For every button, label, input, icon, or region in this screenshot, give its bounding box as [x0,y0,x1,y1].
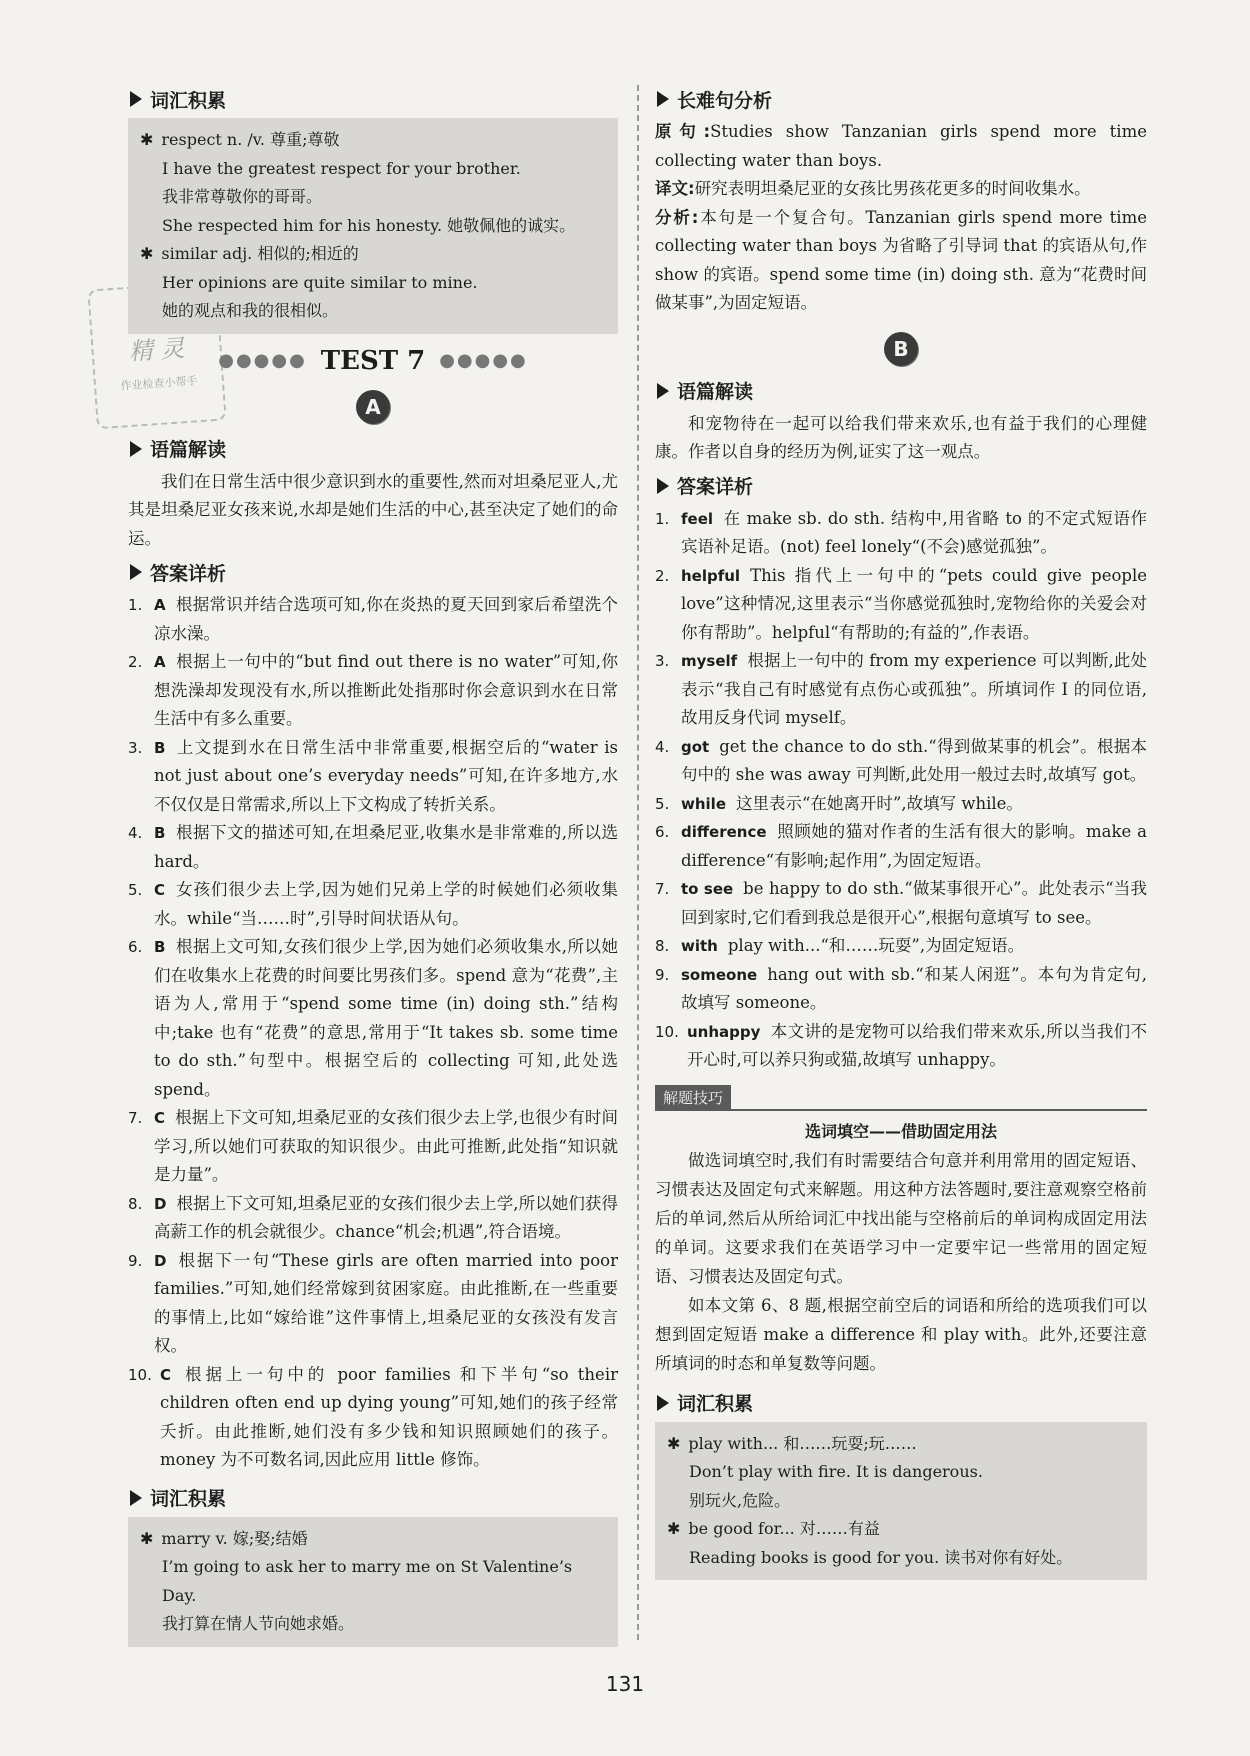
tip-section [655,1075,1147,1378]
tip-paragraph: 做选词填空时,我们有时需要结合句意并利用常用的固定短语、习惯表达及固定句式来解题。用这种方法答题时,要注意观察空格前后的单词,然后从所给词汇中找出能与空格前后的单词构成固定用法的单词。这要求我们在英语学习中一定要牢记一些常用的固定短语、习惯表达及固定句式。 [655,1150,1147,1286]
answer-item [655,733,1147,790]
vocab-entry [140,1525,608,1554]
answer-key: myself [681,652,738,670]
vocab-example: Her opinions are quite similar to mine. [162,272,478,292]
asterisk-icon: ✱ [667,1519,681,1538]
vocab-entry [667,1515,1137,1544]
answer-body [681,818,1147,875]
analysis: 分析:本句是一个复合句。Tanzanian girls spend more time collecting water than boys 为省略了引导词 that 的宾语从句,作 show 的宾语。spend some time (in) doing sth. 意为“花费时间做某事”,为固定短语。 [655,207,1147,312]
answer-explanation: 这里表示“在她离开时”,故填写 while。 [736,793,1023,813]
reading-heading: 语篇解读 [655,374,1147,408]
answer-key: C [154,881,166,899]
tip-tag: 解题技巧 [655,1085,731,1110]
answer-key: A [154,653,166,671]
answer-key: B [154,738,166,757]
answer-key: difference [681,823,767,841]
vocab-example: 别玩火,危险。 [689,1490,791,1510]
answer-item [655,932,1147,961]
asterisk-icon: ✱ [140,244,154,263]
answer-number: 10. [128,1365,152,1384]
answer-body [681,961,1147,1018]
vocab-example: 我非常尊敬你的哥哥。 [162,187,323,206]
answer-number: 2. [128,653,143,671]
answer-number: 2. [655,566,670,585]
answer-explanation: 本文讲的是宠物可以给我们带来欢乐,所以当我们不开心时,可以养只狗或猫,故填写 unhappy。 [687,1021,1147,1069]
answer-key: unhappy [687,1022,761,1041]
answer-explanation: 根据上下文可知,坦桑尼亚的女孩们很少去上学,也很少有时间学习,所以她们可获取的知识很少。由此可推断,此处指“知识就是力量”。 [154,1108,618,1184]
answer-body [154,933,618,1104]
dots-decoration: ●●●●● [439,350,528,371]
test-title: ●●●●● TEST 7 ●●●●● [218,345,528,376]
column-divider [637,85,639,1640]
vocab-example: 我打算在情人节向她求婚。 [162,1614,355,1633]
answer-explanation: hang out with sb.“和某人闲逛”。本句为肯定句,故填写 someone。 [681,964,1147,1012]
triangle-icon [657,478,669,494]
answer-number: 9. [128,1251,143,1270]
answer-body [154,1104,618,1190]
answer-item [655,790,1147,819]
triangle-icon [657,91,669,107]
reading-summary: 我们在日常生活中很少意识到水的重要性,然而对坦桑尼亚人,尤其是坦桑尼亚女孩来说,水却是她们生活的中心,甚至决定了她们的命运。 [128,471,618,548]
answer-explanation: get the chance to do sth.“得到做某事的机会”。根据本句中的 she was away 可判断,此处用一般过去时,故填写 got。 [681,736,1147,784]
answer-number: 6. [128,938,143,956]
vocab-heading: 词汇积累 [655,1386,1147,1420]
answer-key: with [681,937,718,955]
answer-body [681,505,1147,562]
vocab-heading: 词汇积累 [128,1481,618,1515]
answer-item [655,875,1147,932]
answer-number: 4. [128,824,143,842]
answer-body [681,790,1147,819]
answer-item [655,562,1147,648]
answer-body [154,876,618,933]
answer-explanation: 根据上一句中的“but find out there is no water”可知,你想洗澡却发现没有水,所以推断此处指那时你会意识到水在日常生活中有多么重要。 [154,652,618,728]
vocab-example: 她的观点和我的很相似。 [162,301,339,320]
answer-body [681,647,1147,733]
answer-explanation: This 指代上一句中的“pets could give people love”这种情况,这里表示“当你感觉孤独时,宠物给你的关爱会对你有帮助”。helpful“有帮助的;有益的”,作表语。 [681,565,1147,642]
vocab-heading: 词汇积累 [128,82,618,116]
answer-item [128,933,618,1104]
watermark-stamp: 精 灵 作业检查小帮手 [87,281,226,430]
answer-item [655,647,1147,733]
answers-heading: 答案详析 [655,469,1147,503]
answer-body [154,591,618,648]
triangle-icon [657,1395,669,1411]
answer-number: 1. [128,596,143,614]
answer-item [128,1104,618,1190]
dots-decoration: ●●●●● [218,350,307,371]
answer-explanation: 照顾她的猫对作者的生活有很大的影响。make a difference“有影响;起作用”,为固定短语。 [681,822,1147,870]
triangle-icon [130,441,142,457]
answer-key: D [154,1194,167,1213]
answer-number: 3. [655,652,670,670]
vocab-word: be good for... 对……有益 [688,1519,880,1538]
answer-number: 7. [128,1109,143,1127]
vocab-word: respect n. /v. 尊重;尊敬 [161,130,340,149]
answer-item [128,591,618,648]
answer-body [154,734,618,820]
answer-explanation: 根据上一句中的 from my experience 可以判断,此处表示“我自己有时感觉有点伤心或孤独”。所填词作 I 的同位语,故用反身代词 myself。 [681,651,1147,727]
answer-number: 1. [655,509,670,528]
answer-item [128,648,618,734]
answer-body [154,1247,618,1361]
vocab-example: She respected him for his honesty. 她敬佩他的诚实。 [162,215,576,235]
vocab-example: Reading books is good for you. 读书对你有好处。 [689,1547,1073,1567]
answer-item [128,734,618,820]
answer-explanation: 根据下一句“These girls are often married into poor families.”可知,她们经常嫁到贫困家庭。由此推断,在一些重要的事情上,比如“嫁给谁”这件事情上,坦桑尼亚的女孩没有发言权。 [154,1250,618,1355]
section-badge-b: B [884,332,918,366]
asterisk-icon: ✱ [667,1433,681,1453]
triangle-icon [130,1490,142,1506]
answer-explanation: 根据上一句中的 poor families 和下半句“so their children often end up dying young”可知,她们的孩子经常夭折。由此推断,她们没有多少钱和知识照顾她们的孩子。money 为不可数名词,因此应用 little 修饰。 [160,1364,618,1469]
answer-explanation: 在 make sb. do sth. 结构中,用省略 to 的不定式短语作宾语补足语。(not) feel lonely“(不会)感觉孤独”。 [681,508,1147,556]
answer-number: 3. [128,738,143,757]
answer-key: C [154,1109,166,1127]
answer-number: 5. [655,794,670,813]
answer-body [681,875,1147,932]
answer-explanation: 根据上下文可知,坦桑尼亚的女孩们很少去上学,所以她们获得高薪工作的机会就很少。chance“机会;机遇”,符合语境。 [154,1193,618,1241]
triangle-icon [657,383,669,399]
left-column [128,80,618,1647]
reading-heading: 语篇解读 [128,432,618,466]
answer-number: 7. [655,880,670,898]
triangle-icon [130,91,142,107]
answer-item [128,1190,618,1247]
answer-item [655,818,1147,875]
tip-title: 选词填空——借助固定用法 [804,1121,997,1141]
answer-item [655,961,1147,1018]
answer-key: D [154,1251,167,1270]
triangle-icon [130,564,142,580]
answer-key: A [154,596,166,614]
answer-explanation: 根据上文可知,女孩们很少上学,因为她们必须收集水,所以她们在收集水上花费的时间要比男孩们多。spend 意为“花费”,主语为人,常用于“spend some time (in) doing sth.”结构中;take 也有“花费”的意思,常用于“It takes sb. some time to do sth.”句型中。根据空后的 collecting 可知,此处选 spend。 [154,937,618,1099]
page-number: 131 [605,1672,645,1696]
answer-item [128,1361,618,1475]
answer-key: B [154,938,166,956]
answer-key: B [154,824,166,842]
vocab-example: I’m going to ask her to marry me on St Valentine’s Day. [162,1557,573,1605]
section-badge-a: A [356,390,390,424]
answer-body [681,733,1147,790]
vocab-example: Don’t play with fire. It is dangerous. [689,1462,983,1481]
answer-explanation: 根据下文的描述可知,在坦桑尼亚,收集水是非常难的,所以选 hard。 [154,823,618,871]
answer-list [655,505,1147,1075]
answer-key: someone [681,965,758,984]
answer-explanation: 根据常识并结合选项可知,你在炎热的夏天回到家后希望洗个凉水澡。 [154,595,618,643]
vocab-example: I have the greatest respect for your brother. [162,158,521,178]
vocab-box [128,1517,618,1647]
answer-item [128,1247,618,1361]
right-column [655,80,1147,1580]
answer-number: 4. [655,737,670,756]
asterisk-icon: ✱ [140,1528,154,1548]
answer-number: 8. [128,1194,143,1213]
answer-explanation: 女孩们很少去上学,因为她们兄弟上学的时候她们必须收集水。while“当……时”,引导时间状语从句。 [154,880,618,928]
answer-body [154,819,618,876]
vocab-entry [667,1430,1137,1459]
answer-key: got [681,737,710,756]
answer-item [655,505,1147,562]
answer-body [154,648,618,734]
original-sentence: 原句:Studies show Tanzanian girls spend more time collecting water than boys. [655,122,1147,170]
answers-heading: 答案详析 [128,555,618,589]
answer-number: 5. [128,881,143,899]
answer-number: 8. [655,937,670,955]
long-sentence-heading: 长难句分析 [655,82,1147,116]
vocab-word: similar adj. 相似的;相近的 [161,244,359,263]
answer-explanation: play with...“和……玩耍”,为固定短语。 [727,936,1025,955]
answer-number: 6. [655,823,670,841]
answer-body [681,562,1147,648]
vocab-entry [140,126,608,155]
answer-item [655,1018,1147,1075]
reading-summary: 和宠物待在一起可以给我们带来欢乐,也有益于我们的心理健康。作者以自身的经历为例,证实了这一观点。 [655,413,1147,461]
vocab-word: play with... 和……玩耍;玩…… [688,1433,917,1453]
vocab-word: marry v. 嫁;娶;结婚 [161,1528,308,1548]
answer-number: 10. [655,1022,679,1041]
answer-body [154,1190,618,1247]
translation: 译文:研究表明坦桑尼亚的女孩比男孩花更多的时间收集水。 [655,179,1091,198]
vocab-box [655,1422,1147,1581]
answer-list [128,591,618,1475]
answer-item [128,819,618,876]
answer-explanation: 上文提到水在日常生活中非常重要,根据空后的“water is not just about one’s everyday needs”可知,在许多地方,水不仅仅是日常需求,所以上下文构成了转折关系。 [154,737,618,814]
tip-paragraph: 如本文第 6、8 题,根据空前空后的词语和所给的选项我们可以想到固定短语 make a difference 和 play with。此外,还要注意所填词的时态和单复数等问题。 [655,1295,1147,1373]
answer-key: C [160,1365,172,1384]
answer-key: feel [681,509,714,528]
answer-body [160,1361,618,1475]
vocab-box [128,118,618,334]
answer-key: while [681,794,726,813]
answer-key: helpful [681,566,741,585]
answer-explanation: be happy to do sth.“做某事很开心”。此处表示“当我回到家时,它们看到我总是很开心”,根据句意填写 to see。 [681,879,1147,927]
asterisk-icon: ✱ [140,130,154,149]
answer-key: to see [681,880,734,898]
answer-number: 9. [655,965,670,984]
answer-body [687,1018,1147,1075]
vocab-entry [140,240,608,269]
answer-body [681,932,1147,961]
answer-item [128,876,618,933]
